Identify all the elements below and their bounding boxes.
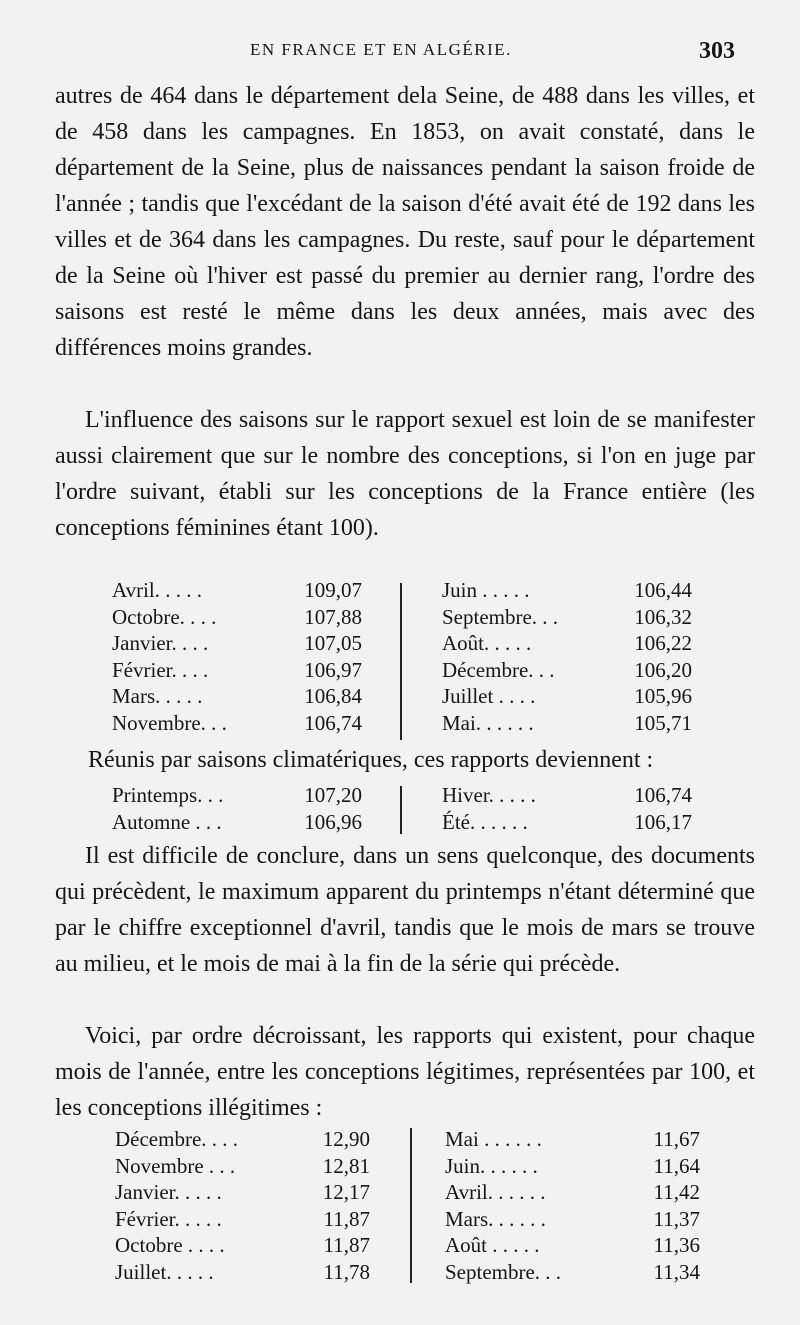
month-name: Octobre . . . .: [115, 1233, 225, 1257]
paragraph-1: autres de 464 dans le département dela Seine, de 488 dans les villes, et de 458 dans les campagnes. En 1853, on avait constaté, dans le département de la Seine, plus de naissances pendant la saison froide de l'année ; tandis que l'excédant de la saison d'été avait été de 192 dans les villes et de 364 dans les campagnes. Du reste, sauf pour le département de la Seine où l'hiver est passé du premier au dernier rang, l'ordre des saisons est resté le même dans les deux années, mais avec des différences moins grandes.: [55, 83, 755, 361]
table-months-left: [112, 577, 402, 736]
ratio-value: 11,34: [653, 1259, 700, 1284]
paragraph-1-block: [55, 78, 755, 366]
table-row: [445, 1153, 705, 1180]
month-name: Juillet . . . .: [442, 684, 536, 708]
paragraph-4-block: [55, 838, 755, 982]
ratio-value: 11,87: [323, 1206, 370, 1231]
paragraph-2: L'influence des saisons sur le rapport sexuel est loin de se manifester aussi clairement que sur le nombre des conceptions, si l'on en juge par l'ordre suivant, établi sur les conceptions de la France entière (les conceptions féminines étant 100).: [55, 407, 755, 541]
month-name: Janvier. . . .: [112, 631, 209, 655]
table-row: [115, 1206, 410, 1233]
month-name: Septembre. . .: [445, 1259, 562, 1284]
season-name: Été. . . . . .: [442, 809, 528, 834]
month-name: Mars. . . . .: [112, 684, 203, 708]
ratio-value: 109,07: [304, 578, 362, 602]
page-number: 303: [699, 38, 735, 64]
month-name: Février. . . .: [112, 657, 209, 682]
paragraph-5-block: [55, 1018, 755, 1126]
season-name: Hiver. . . . .: [442, 783, 536, 807]
ratio-value: 106,17: [634, 809, 692, 834]
ratio-value: 11,64: [653, 1153, 700, 1178]
season-name: Printemps. . .: [112, 783, 224, 807]
table-row: [112, 604, 402, 631]
table-seasons: [112, 782, 702, 835]
ratio-value: 11,78: [323, 1259, 370, 1284]
month-name: Juillet. . . . .: [115, 1259, 214, 1284]
table-row: [115, 1153, 410, 1180]
table-row: [445, 1206, 705, 1233]
table-row: [112, 657, 402, 684]
ratio-value: 11,36: [653, 1233, 700, 1257]
table-row: [115, 1259, 410, 1286]
month-name: Décembre. . .: [442, 657, 555, 682]
month-name: Mai. . . . . .: [442, 710, 534, 735]
running-head: EN FRANCE ET EN ALGÉRIE.: [250, 40, 512, 59]
table-months: [112, 577, 702, 736]
table-illegitimate-left: [115, 1126, 410, 1285]
ratio-value: 106,22: [634, 631, 692, 655]
ratio-value: 11,42: [653, 1180, 700, 1204]
ratio-value: 107,05: [304, 631, 362, 655]
month-name: Septembre. . .: [442, 604, 559, 629]
table-row: [445, 1259, 705, 1286]
month-name: Janvier. . . . .: [115, 1180, 222, 1204]
column-divider: [410, 1128, 412, 1283]
table-row: [445, 1232, 705, 1259]
table-row: [442, 809, 702, 836]
month-name: Août . . . . .: [445, 1233, 540, 1257]
month-name: Avril. . . . .: [112, 578, 203, 602]
ratio-value: 106,20: [634, 657, 692, 682]
ratio-value: 107,88: [304, 604, 362, 629]
table-row: [115, 1232, 410, 1259]
month-name: Juin. . . . . .: [445, 1153, 538, 1178]
paragraph-3: Réunis par saisons climatériques, ces rapports deviennent :: [88, 747, 654, 773]
table-row: [112, 809, 402, 836]
table-row: [442, 782, 702, 809]
ratio-value: 11,67: [653, 1127, 700, 1151]
table-row: [112, 782, 402, 809]
ratio-value: 106,74: [634, 783, 692, 807]
table-row: [112, 683, 402, 710]
ratio-value: 11,37: [653, 1206, 700, 1231]
month-name: Décembre. . . .: [115, 1127, 239, 1151]
month-name: Avril. . . . . .: [445, 1180, 546, 1204]
ratio-value: 12,17: [322, 1180, 370, 1204]
table-row: [112, 577, 402, 604]
table-row: [442, 577, 702, 604]
table-row: [112, 630, 402, 657]
table-row: [442, 683, 702, 710]
column-divider: [400, 786, 402, 834]
month-name: Juin . . . . .: [442, 578, 530, 602]
ratio-value: 12,81: [322, 1153, 370, 1178]
ratio-value: 106,84: [304, 684, 362, 708]
ratio-value: 106,96: [304, 809, 362, 834]
month-name: Août. . . . .: [442, 631, 532, 655]
ratio-value: 105,71: [634, 710, 692, 735]
table-months-right: [402, 577, 702, 736]
paragraph-5: Voici, par ordre décroissant, les rapports qui existent, pour chaque mois de l'année, entre les conceptions légitimes, représentées par 100, et les conceptions illégitimes :: [55, 1023, 755, 1121]
table-row: [442, 710, 702, 737]
table-row: [115, 1126, 410, 1153]
month-name: Novembre. . .: [112, 710, 227, 735]
table-seasons-right: [402, 782, 702, 835]
month-name: Novembre . . .: [115, 1153, 236, 1178]
month-name: Mars. . . . . .: [445, 1206, 546, 1231]
ratio-value: 106,32: [634, 604, 692, 629]
ratio-value: 105,96: [634, 684, 692, 708]
month-name: Mai . . . . . .: [445, 1127, 542, 1151]
table-row: [445, 1179, 705, 1206]
table-row: [445, 1126, 705, 1153]
ratio-value: 11,87: [323, 1233, 370, 1257]
season-name: Automne . . .: [112, 809, 222, 834]
ratio-value: 106,74: [304, 710, 362, 735]
paragraph-2-block: [55, 402, 755, 546]
month-name: Février. . . . .: [115, 1206, 222, 1231]
table-row: [442, 604, 702, 631]
paragraph-3-block: [88, 742, 758, 778]
paragraph-4: Il est difficile de conclure, dans un sens quelconque, des documents qui précèdent, le maximum apparent du printemps n'étant déterminé que par le chiffre exceptionnel d'avril, tandis que le mois de mars se trouve au milieu, et le mois de mai à la fin de la série qui précède.: [55, 843, 755, 977]
table-row: [442, 630, 702, 657]
table-row: [112, 710, 402, 737]
table-row: [115, 1179, 410, 1206]
table-seasons-left: [112, 782, 402, 835]
ratio-value: 106,44: [634, 578, 692, 602]
column-divider: [400, 583, 402, 740]
ratio-value: 106,97: [304, 657, 362, 682]
table-row: [442, 657, 702, 684]
month-name: Octobre. . . .: [112, 604, 217, 629]
table-illegitimate-right: [410, 1126, 705, 1285]
ratio-value: 107,20: [304, 783, 362, 807]
ratio-value: 12,90: [322, 1127, 370, 1151]
